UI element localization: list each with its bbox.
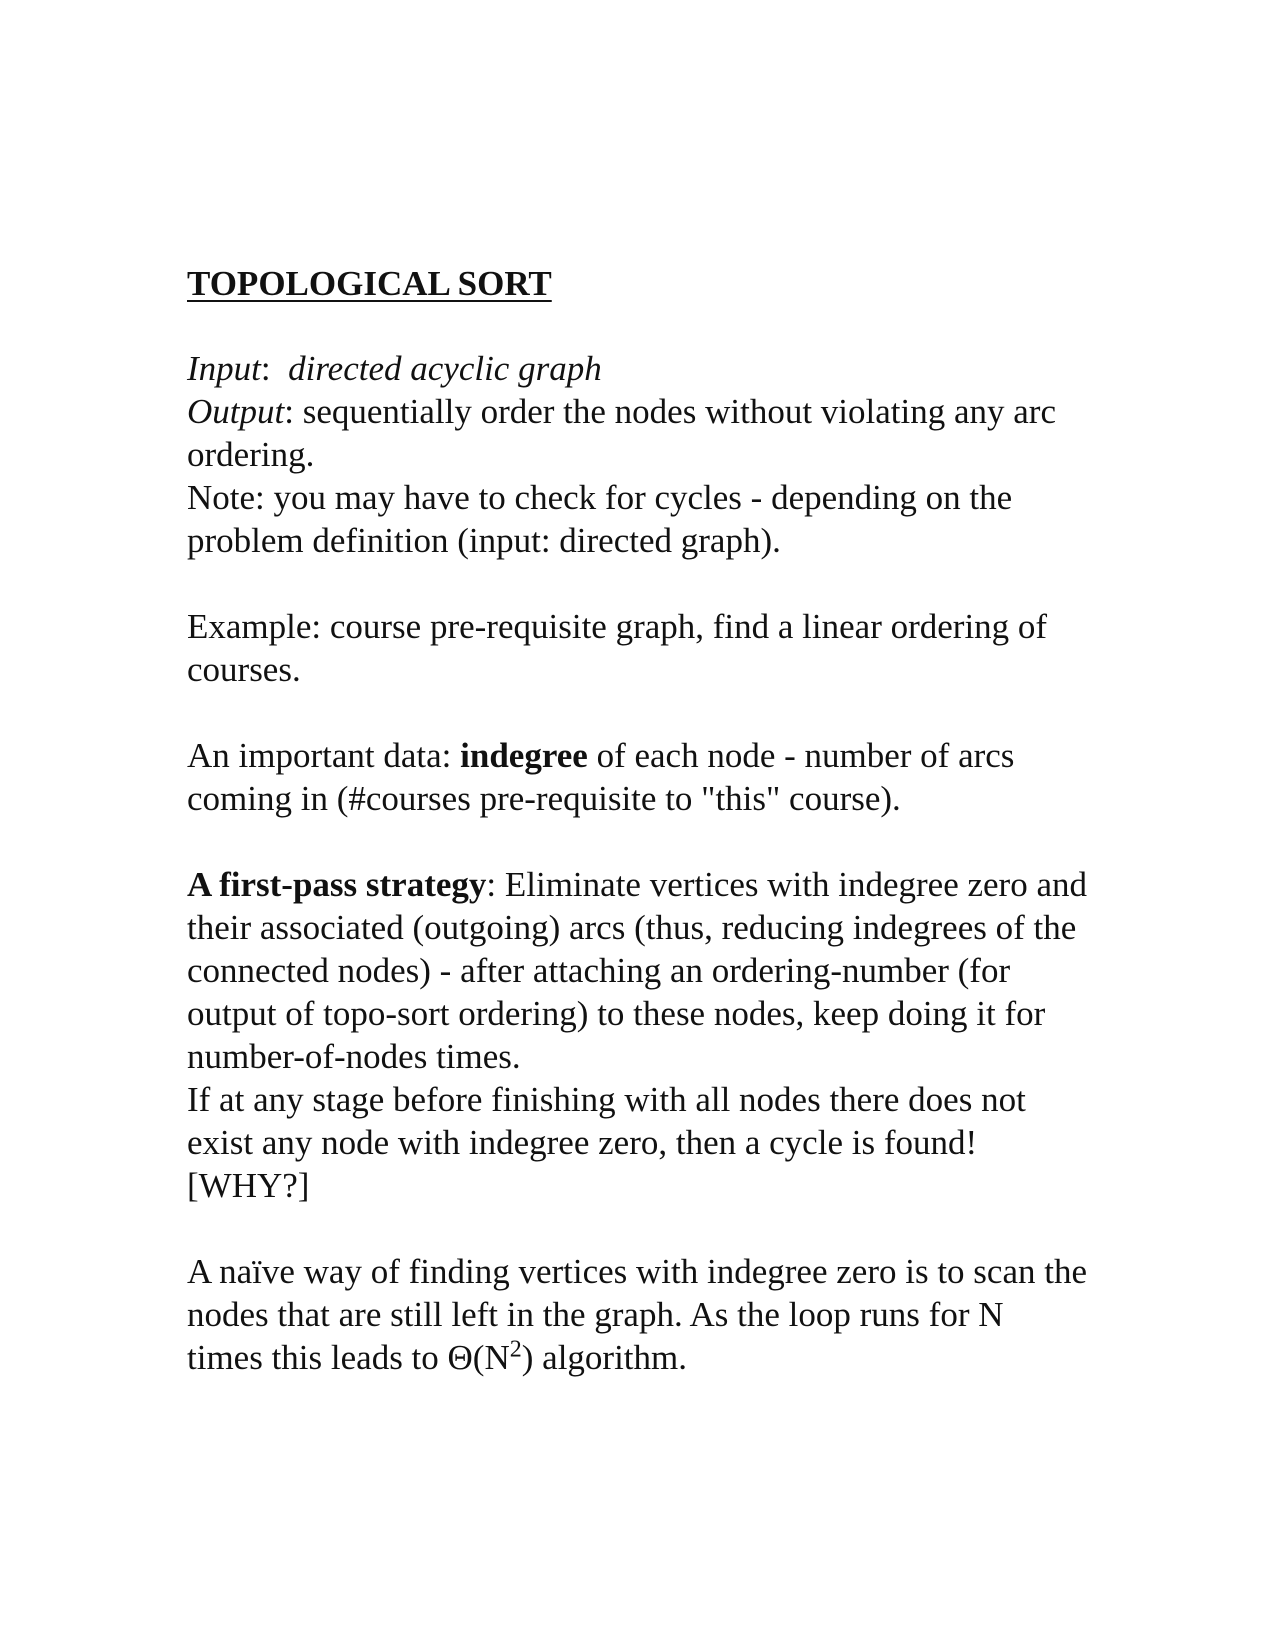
naive-paragraph [187, 1250, 1087, 1379]
strategy-text: : Eliminate vertices with indegree zero and their associated (outgoing) arcs (thus, reducing indegrees of the connected nodes) - after attaching an ordering-number (for output of topo-sort ordering) to these nodes, keep doing it for number-of-nodes times. [187, 865, 1087, 1076]
input-separator: : [260, 349, 289, 388]
strategy-paragraph [187, 863, 1087, 1078]
example-paragraph: Example: course pre-requisite graph, find a linear ordering of courses. [187, 607, 1048, 689]
page-title: TOPOLOGICAL SORT [187, 264, 552, 303]
input-text: directed acyclic graph [288, 349, 602, 388]
spacer [187, 562, 1087, 605]
spacer [187, 305, 1087, 347]
spacer [187, 1207, 1087, 1250]
indegree-suffix: of each node - number of arcs coming in (#courses pre-requisite to "this" course). [187, 736, 1015, 818]
note-paragraph: Note: you may have to check for cycles - depending on the problem definition (input: directed graph). [187, 478, 1013, 560]
naive-end: ) algorithm. [521, 1338, 687, 1377]
indegree-prefix: An important data: [187, 736, 461, 775]
output-label: Output [187, 392, 285, 431]
naive-text: A naïve way of finding vertices with indegree zero is to scan the nodes that are still left in the graph. As the loop runs for N times this leads to Θ(N [187, 1252, 1087, 1377]
cycle-paragraph: If at any stage before finishing with all nodes there does not exist any node with indegree zero, then a cycle is found! [WHY?] [187, 1080, 1026, 1205]
output-line [187, 390, 1087, 476]
input-label: Input [187, 349, 261, 388]
output-text: : sequentially order the nodes without violating any arc ordering. [187, 392, 1056, 474]
input-line [187, 347, 1087, 390]
spacer [187, 691, 1087, 734]
strategy-term: A first-pass strategy [187, 865, 487, 904]
spacer [187, 820, 1087, 863]
document-page [187, 262, 1087, 1379]
indegree-term: indegree [460, 736, 588, 775]
indegree-paragraph [187, 734, 1087, 820]
naive-exponent: 2 [509, 1336, 522, 1363]
